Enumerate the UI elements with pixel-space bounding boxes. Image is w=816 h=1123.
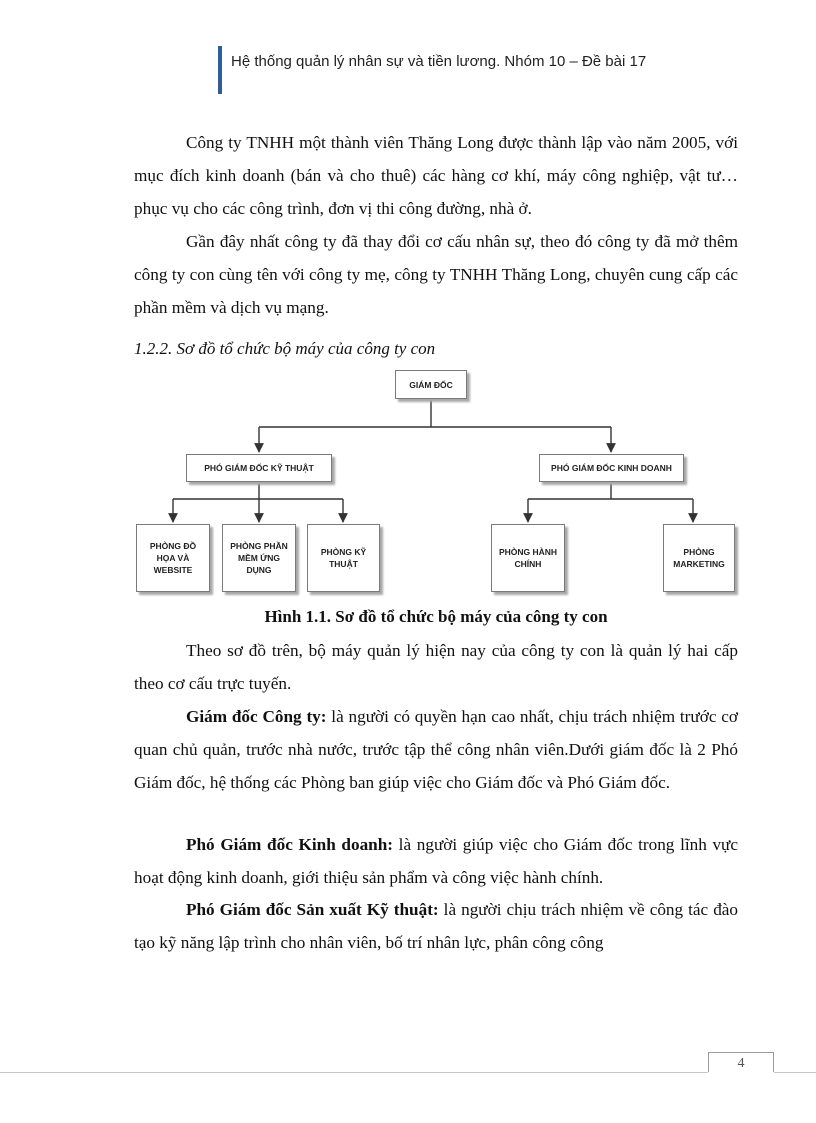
page-header [218, 46, 646, 94]
org-chart [130, 362, 750, 600]
section-heading: 1.2.2. Sơ đồ tổ chức bộ máy của công ty con [134, 339, 436, 358]
intro-paragraph-1: Công ty TNHH một thành viên Thăng Long được thành lập vào năm 2005, với mục đích kinh doanh (bán và cho thuê) các hàng cơ khí, máy công nghiệp, vật tư… phục vụ cho các công trình, đơn vị thi công đường, nhà ở. [134, 133, 738, 218]
figure-caption: Hình 1.1. Sơ đồ tổ chức bộ máy của công ty con [264, 607, 608, 626]
org-box-vp-business: PHÓ GIÁM ĐỐC KINH DOANH [539, 454, 684, 482]
org-box-vp-technical: PHÓ GIÁM ĐỐC KỸ THUẬT [186, 454, 332, 482]
term-director: Giám đốc Công ty: [186, 707, 327, 726]
page-number-tab [708, 1052, 774, 1072]
term-vp-technical: Phó Giám đốc Sản xuất Kỹ thuật: [186, 900, 439, 919]
body-paragraph-2 [134, 700, 738, 799]
org-box-dept-software: PHÒNG PHẦN MỀM ỨNG DỤNG [222, 524, 296, 592]
org-box-dept-graphics: PHÒNG ĐỒ HỌA VÀ WEBSITE [136, 524, 210, 592]
body-paragraph-3 [134, 828, 738, 894]
term-vp-business: Phó Giám đốc Kinh doanh: [186, 835, 394, 854]
body-paragraph-4 [134, 893, 738, 959]
org-box-director: GIÁM ĐỐC [395, 370, 467, 399]
org-box-dept-marketing: PHÒNG MARKETING [663, 524, 735, 592]
footer-rule-left [0, 1072, 708, 1073]
org-box-dept-admin: PHÒNG HÀNH CHÍNH [491, 524, 565, 592]
paragraph-2-text: là người có quyền hạn cao nhất, chịu trách nhiệm trước cơ quan chủ quản, trước nhà nước, trước tập thể công nhân viên.Dưới giám đốc là 2 Phó Giám đốc, hệ thống các Phòng ban giúp việc cho Giám đốc và Phó Giám đốc. [134, 707, 738, 792]
body-paragraph-1: Theo sơ đồ trên, bộ máy quản lý hiện nay của công ty con là quản lý hai cấp theo cơ cấu trực tuyến. [134, 641, 738, 693]
paragraph-3-text: là người giúp việc cho Giám đốc trong lĩnh vực hoạt động kinh doanh, giới thiệu sản phẩm và công việc hành chính. [134, 835, 739, 887]
page-number: 4 [737, 1056, 745, 1071]
intro-paragraph-2: Gần đây nhất công ty đã thay đổi cơ cấu nhân sự, theo đó công ty đã mở thêm công ty con cùng tên với công ty mẹ, công ty TNHH Thăng Long, chuyên cung cấp các phần mềm và dịch vụ mạng. [134, 232, 738, 317]
paragraph-4-text: là người chịu trách nhiệm về công tác đào tạo kỹ năng lập trình cho nhân viên, bố trí nhân lực, phân công công [134, 900, 739, 952]
org-box-dept-technical: PHÒNG KỸ THUẬT [307, 524, 380, 592]
footer-rule-right [774, 1072, 816, 1073]
header-title: Hệ thống quản lý nhân sự và tiền lương. Nhóm 10 – Đề bài 17 [231, 53, 647, 70]
